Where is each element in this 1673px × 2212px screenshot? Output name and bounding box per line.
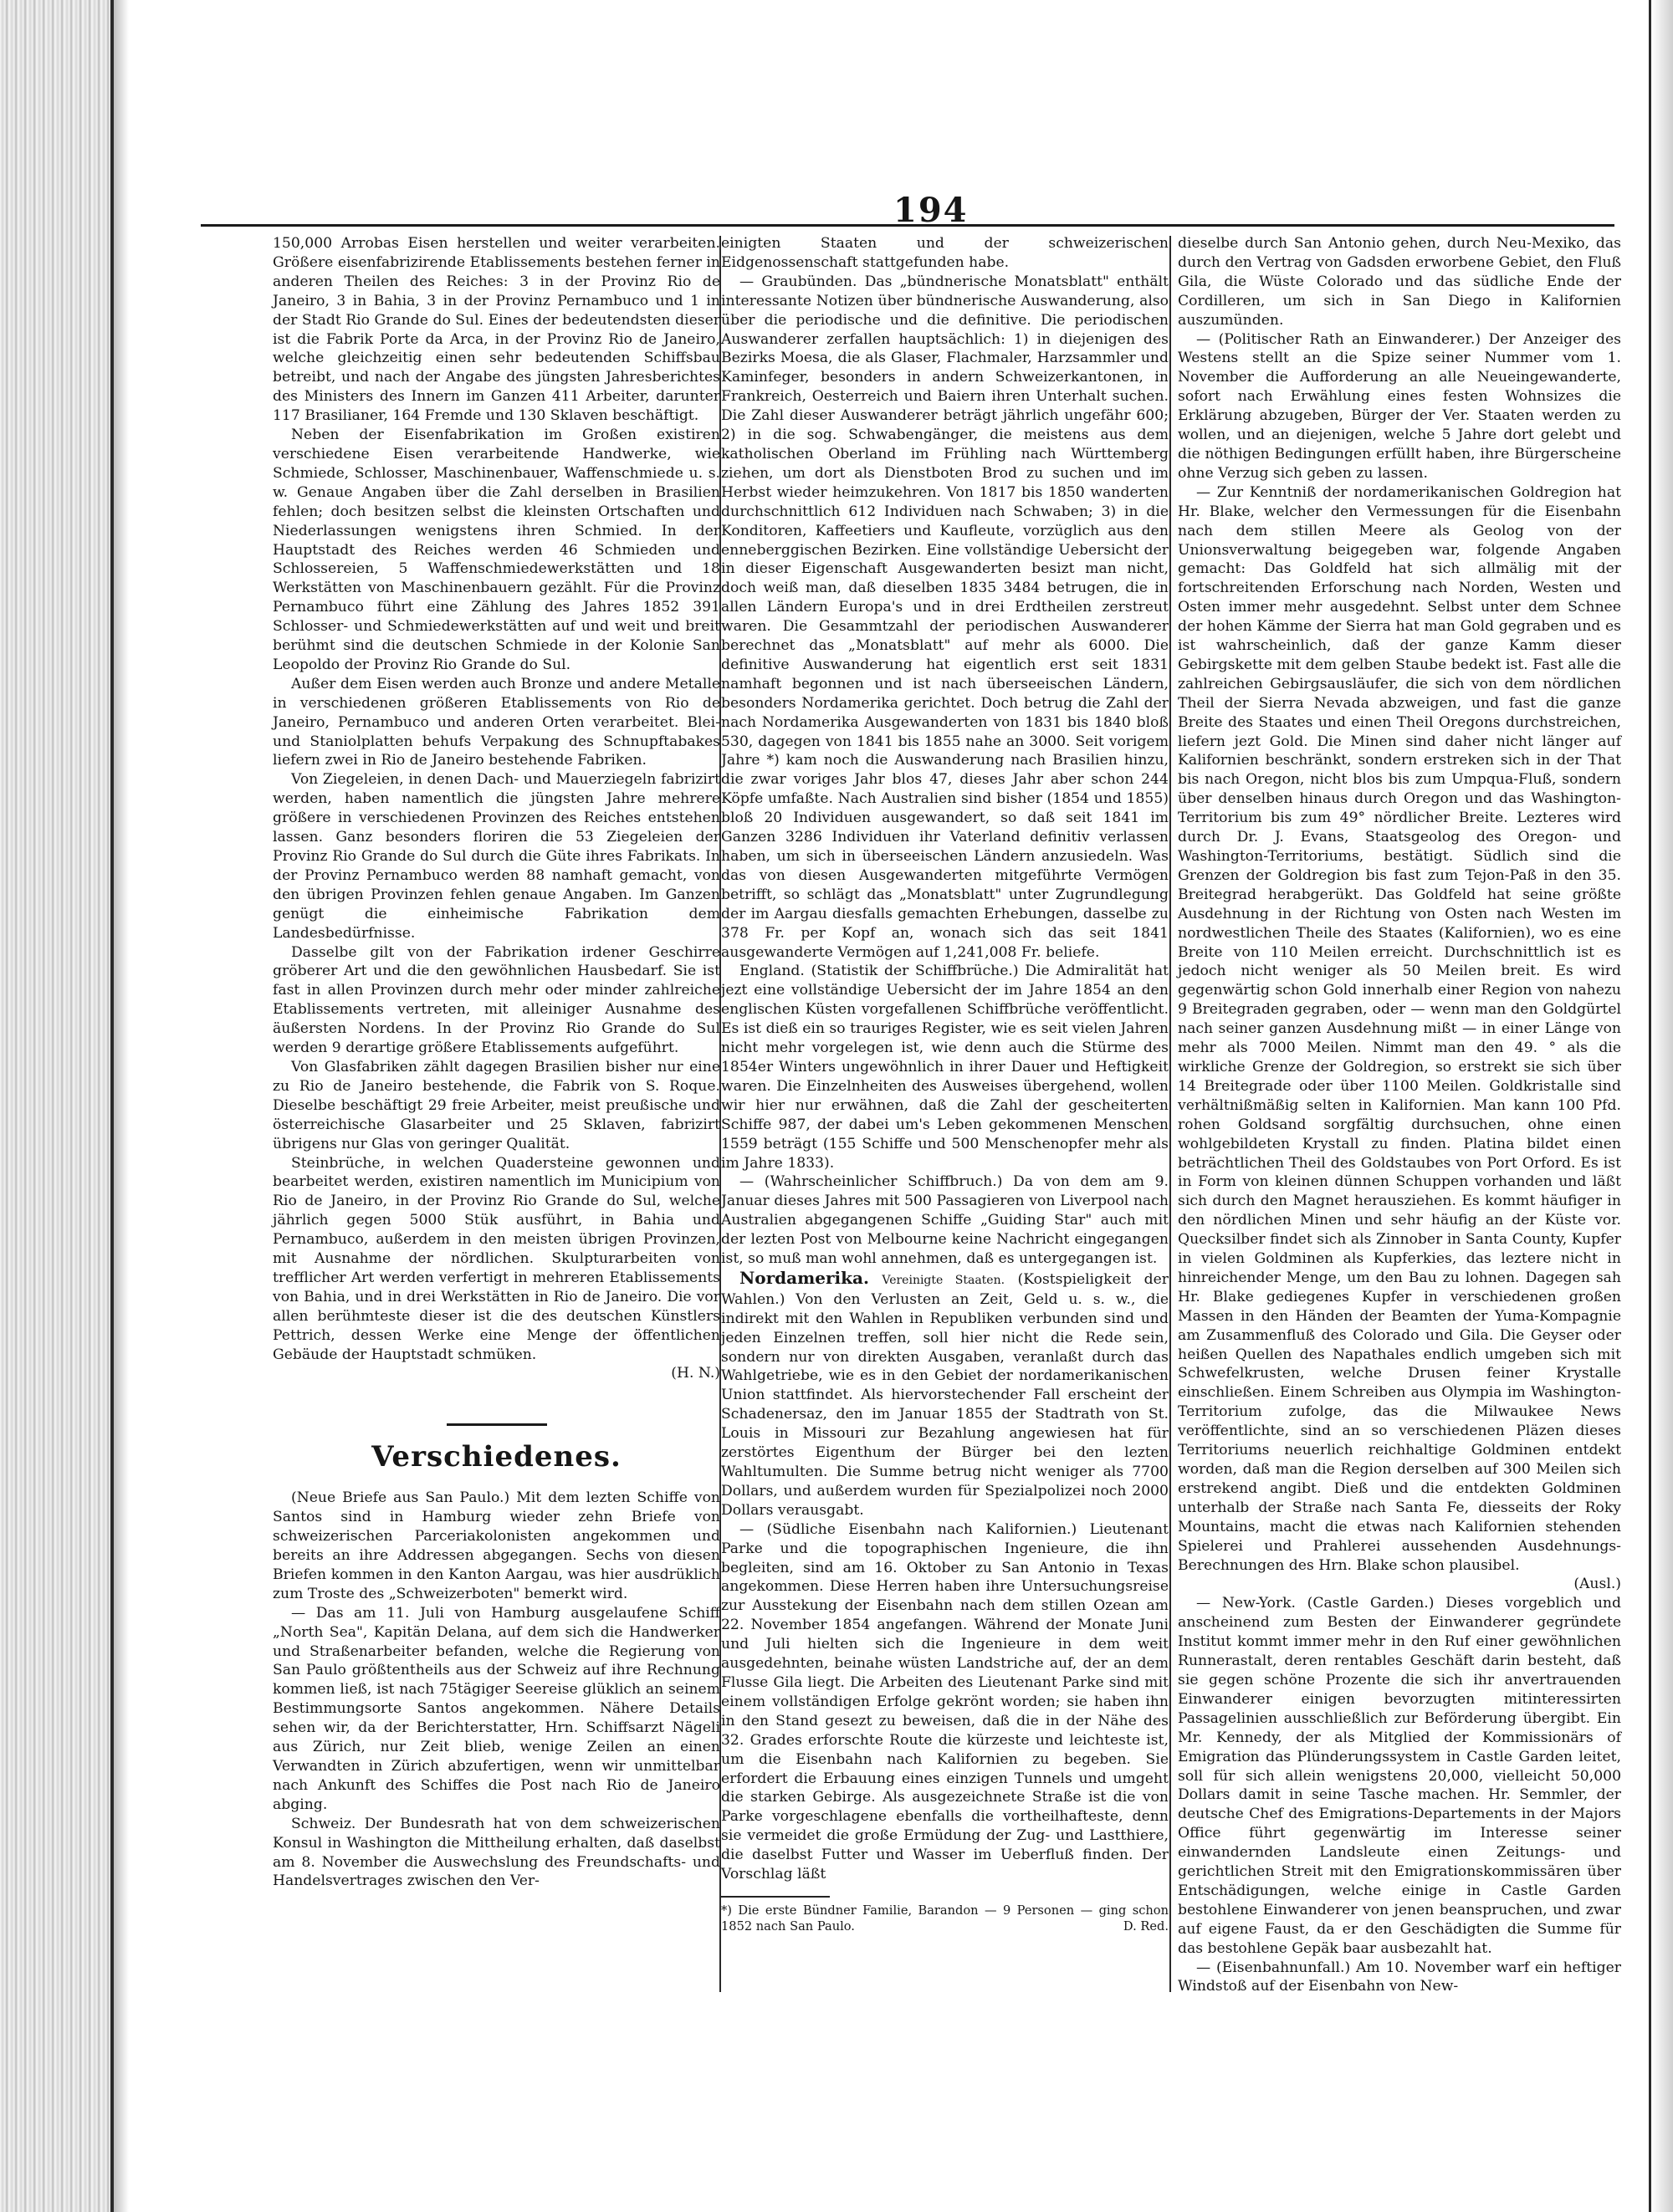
footnote-text: *) Die erste Bündner Familie, Barandon — 9 Personen — ging schon 1852 nach San Paulo. [721,1903,1169,1934]
nordamerika-text: (Kostspieligkeit der Wahlen.) Von den Verlusten an Zeit, Geld u. s. w., die indirekt mit den Wahlen in Republiken verbunden sind und jeden Einzelnen treffen, soll hier nicht die Rede sein, sondern nur von direkten Ausgaben, veranlaßt durch das Wahlgetriebe, wie es in den Gebiet der nordamerikanischen Union stattfindet. Als hiervorstechender Fall erscheint der Schadenersaz, den im Januar 1855 der Stadtrath von St. Louis in Missouri zur Bezahlung angewiesen hat für zerstörtes Eigenthum der Bürger bei den lezten Wahltumulten. Die Summe betrug nicht weniger als 7700 Dollars, und außerdem wurden für Spezialpolizei noch 2000 Dollars verausgabt. [721,1270,1169,1519]
column-rule-2 [1169,236,1171,1992]
footnote [721,1903,1169,1934]
footnote-rule [721,1896,830,1898]
paragraph: — (Politischer Rath an Einwanderer.) Der Anzeiger des Westens stellt an die Spize seiner Nummer vom 1. November die Aufforderung an alle Neueingewanderte, sofort nach Erwählung eines festen Wohnsizes die Erklärung abzugeben, Bürger der Ver. Staaten werden zu wollen, und an diejenigen, welche 5 Jahre dort gelebt und die nöthigen Bedingungen erfüllt haben, ihre Bürgerscheine ohne Verzug sich geben zu lassen. [1178,330,1621,482]
paragraph: — Graubünden. Das „bündnerische Monatsblatt" enthält interessante Notizen über bündnerische Auswanderung, also über die periodische und die definitive. Die periodischen Auswanderer zerfallen hauptsächlich: 1) in diejenigen des Bezirks Moesa, die als Glaser, Flachmaler, Harzsammler und Kaminfeger, besonders in andern Schweizerkantonen, in Frankreich, Oesterreich und Baiern ihren Unterhalt suchen. Die Zahl dieser Auswanderer beträgt jährlich ungefähr 600; 2) in die sog. Schwabengänger, die meistens aus dem katholischen Oberland im Frühling nach Württemberg ziehen, um dort als Dienstboten Brod zu suchen und im Herbst wieder heimzukehren. Von 1817 bis 1850 wanderten durchschnittlich 612 Individuen nach Schwaben; 3) in die Konditoren, Kaffeetiers und Kaufleute, vorzüglich aus den enneberggischen Bezirken. Eine vollständige Uebersicht der in dieser Eigenschaft Ausgewanderten besizt man nicht, doch weiß man, daß dieselben 1835 3484 betrugen, die in allen Ländern Europa's und in drei Erdtheilen zerstreut waren. Die Gesammtzahl der periodischen Auswanderer berechnet das „Monatsblatt" auf mehr als 6000. Die definitive Auswanderung hat eigentlich erst seit 1831 namhaft begonnen und ist nach überseeischen Ländern, besonders Nordamerika gerichtet. Doch betrug die Zahl der nach Nordamerika Ausgewanderten von 1831 bis 1840 bloß 530, dagegen von 1841 bis 1855 nahe an 3000. Seit vorigem Jahre *) kam noch die Auswanderung nach Brasilien hinzu, die zwar voriges Jahr blos 47, dieses Jahr aber schon 244 Köpfe umfaßte. Nach Australien sind bisher (1854 und 1855) bloß 20 Individuen ausgewandert, so daß seit 1841 im Ganzen 3286 Individuen ihr Vaterland definitiv verlassen haben, um sich in überseeischen Ländern anzusiedeln. Was das von diesen Ausgewanderten mitgeführte Vermögen betrifft, so schlägt das „Monatsblatt" unter Zugrundlegung der im Aargau diesfalls gemachten Erhebungen, dasselbe zu 378 Fr. per Kopf an, wonach sich das seit 1841 ausgewanderte Vermögen auf 1,241,008 Fr. beliefe. [721,273,1169,961]
paragraph: — New-York. (Castle Garden.) Dieses vorgeblich und anscheinend zum Besten der Einwanderer gegründete Institut kommt immer mehr in den Ruf einer gewöhnlichen Runnerastalt, deren rentables Geschäft darin besteht, daß sie gegen schöne Prozente die sich ihr anvertrauenden Einwanderer einigen bevorzugten mitinteressirten Passagelinien ausschließlich zur Beförderung übergibt. Ein Mr. Kennedy, der als Mitglied der Kommissionärs of Emigration das Plünderungssystem in Castle Garden leitet, soll für sich allein wenigstens 20,000, vielleicht 50,000 Dollars damit in seine Tasche machen. Hr. Semmler, der deutsche Chef des Emigrations-Departements in der Majors Office führt gegenwärtig im Interesse seiner einwandernden Landsleute einen Zeitungs- und gerichtlichen Streit mit den Emigrationskommissären über Entschädigungen, welche einige in Castle Garden bestohlene Einwanderer von jenen beanspruchen, und zwar auf eigene Faust, da er den Geschädigten die Summe für das bestohlene Gepäk baar ausbezahlt hat. [1178,1595,1621,1957]
paragraph: Steinbrüche, in welchen Quadersteine gewonnen und bearbeitet werden, existiren namentlich im Municipium von Rio de Janeiro, in der Provinz Rio Grande do Sul, welche jährlich gegen 5000 Stük ausführt, in Bahia und Pernambuco, außerdem in den meisten übrigen Provinzen, mit Ausnahme der nördlichen. Skulpturarbeiten von trefflicher Art werden verfertigt in mehreren Etablissements von Bahia, und in drei Werkstätten in Rio de Janeiro. Die vor allen berühmteste dieser ist die des deutschen Künstlers Pettrich, dessen Werke eine Menge der öffentlichen Gebäude der Hauptstadt schmüken. [273,1154,720,1363]
paragraph: 150,000 Arrobas Eisen herstellen und weiter verarbeiten. Größere eisenfabrizirende Etablissements bestehen ferner in anderen Theilen des Reiches: 3 in der Provinz Rio de Janeiro, 3 in Bahia, 3 in der Provinz Pernambuco und 1 in der Stadt Rio Grande do Sul. Eines der bedeutendsten dieser ist die Fabrik Porte da Arca, in der Provinz Rio de Janeiro, welche gleichzeitig einen sehr bedeutenden Schiffsbau betreibt, und nach der Angabe des jüngsten Jahresberichtes des Ministers des Innern im Ganzen 411 Arbeiter, darunter 117 Brasilianer, 164 Fremde und 130 Sklaven beschäftigt. [273,235,720,425]
paragraph: dieselbe durch San Antonio gehen, durch Neu-Mexiko, das durch den Vertrag von Gadsden erworbene Gebiet, den Fluß Gila, die Wüste Colorado und das südliche Ende der Cordilleren, um sich in San Diego in Kalifornien auszumünden. [1178,235,1621,329]
paragraph: Dasselbe gilt von der Fabrikation irdener Geschirre gröberer Art und die den gewöhnlichen Hausbedarf. Sie ist fast in allen Provinzen durch mehr oder minder zahlreiche Etablissements vertreten, mit alleiniger Ausnahme des äußersten Nordens. In der Provinz Rio Grande do Sul werden 9 derartige größere Etablissements aufgeführt. [273,943,720,1057]
column-3 [1178,234,1621,1996]
column-1 [273,234,720,1891]
header-rule [201,224,1614,227]
nordamerika-heading: Nordamerika. [739,1267,869,1288]
gutter-shadow [114,0,129,2212]
paragraph: — (Eisenbahnunfall.) Am 10. November warf ein heftiger Windstoß auf der Eisenbahn von New- [1178,1959,1621,1995]
page-right-edge [1649,0,1673,2212]
book-binding-edge [0,0,114,2212]
paragraph: — Das am 11. Juli von Hamburg ausgelaufene Schiff „North Sea", Kapitän Delana, auf dem sich die Handwerker und Straßenarbeiter befanden, welche die Regierung von San Paulo größtentheils aus der Schweiz auf ihre Rechnung kommen ließ, ist nach 75tägiger Seereise glüklich an seinem Bestimmungsorte Santos angekommen. Nähere Details sehen wir, da der Berichterstatter, Hrn. Schiffsarzt Nägeli aus Zürich, nur Zeit blieb, wenige Zeilen an einen Verwandten in Zürich abzufertigen, wenn wir unmittelbar nach Ankunft des Schiffes die Post nach Rio de Janeiro abging. [273,1604,720,1813]
paragraph: Außer dem Eisen werden auch Bronze und andere Metalle in verschiedenen größeren Etablissements von Rio de Janeiro, Pernambuco und anderen Orten verarbeitet. Blei- und Staniolplatten behufs Verpakung des Schnupftabakes liefern zwei in Rio de Janeiro bestehende Fabriken. [273,675,720,769]
nordamerika-subheading: Vereinigte Staaten. [882,1273,1005,1287]
paragraph: England. (Statistik der Schiffbrüche.) Die Admiralität hat jezt eine vollständige Uebersicht der im Jahre 1854 an den englischen Küsten vorgefallenen Schiffbrüche veröffentlicht. Es ist dieß ein so trauriges Register, wie es seit vielen Jahren nicht mehr vorgelegen ist, wie denn auch die Stürme des 1854er Winters ungewöhnlich in ihrer Dauer und Heftigkeit waren. Die Einzelnheiten des Ausweises übergehend, wollen wir hier nur erwähnen, daß die Zahl der gescheiterten Schiffe 987, der dabei um's Leben gekommenen Menschen 1559 beträgt (155 Schiffe und 500 Menschenopfer mehr als im Jahre 1833). [721,963,1169,1172]
signature-text: (H. N.) [671,1365,720,1382]
column-2 [721,234,1169,1934]
paragraph: Von Ziegeleien, in denen Dach- und Mauerziegeln fabrizirt werden, haben namentlich die jüngsten Jahre mehrere größere in verschiedenen Provinzen des Reiches entstehen lassen. Ganz besonders floriren die 53 Ziegeleien der Provinz Rio Grande do Sul durch die Güte ihres Fabrikats. In der Provinz Pernambuco werden 88 namhaft gemacht, von den übrigen Provinzen fehlen genaue Angaben. Im Ganzen genügt die einheimische Fabrikation dem Landesbedürfnisse. [273,771,720,942]
article-signature [1178,1575,1621,1594]
paragraph: Schweiz. Der Bundesrath hat von dem schweizerischen Konsul in Washington die Mittheilung erhalten, daß daselbst am 8. November die Auswechslung des Freundschafts- und Handelsvertrages zwischen den Ver- [273,1815,720,1890]
paragraph: Von Glasfabriken zählt dagegen Brasilien bisher nur eine zu Rio de Janeiro bestehende, die Fabrik von S. Roque. Dieselbe beschäftigt 29 freie Arbeiter, meist preußische und österreichische Glasarbeiter und 25 Sklaven, fabrizirt übrigens nur Glas von geringer Qualität. [273,1058,720,1152]
paragraph: (Neue Briefe aus San Paulo.) Mit dem lezten Schiffe von Santos sind in Hamburg wieder zehn Briefe von schweizerischen Parceriakolonisten angekommen und bereits an ihre Addressen abgegangen. Sechs von diesen Briefen kommen in den Kanton Aargau, was hier ausdrüklich zum Troste des „Schweizerboten" bemerkt wird. [273,1489,720,1602]
paragraph: einigten Staaten und der schweizerischen Eidgenossenschaft stattgefunden habe. [721,235,1169,271]
footnote-signature: D. Red. [1123,1918,1169,1934]
section-rule [447,1423,547,1426]
paragraph: Neben der Eisenfabrikation im Großen existiren verschiedene Eisen verarbeitende Handwerke, wie Schmiede, Schlosser, Maschinenbauer, Waffenschmiede u. s. w. Genaue Angaben über die Zahl derselben in Brasilien fehlen; doch besitzen selbst die kleinsten Ortschaften und Niederlassungen wenigstens ihren Schmied. In der Hauptstadt des Reiches werden 46 Schmieden und Schlossereien, 5 Waffenschmiedewerkstätten und 18 Werkstätten von Maschinenbauern gezählt. Für die Provinz Pernambuco führt eine Zählung des Jahres 1852 391 Schlosser- und Schmiedewerkstätten auf und weit und breit berühmt sind die deutschen Schmiede in der Kolonie San Leopoldo der Provinz Rio Grande do Sul. [273,427,720,673]
nordamerika-paragraph [721,1269,1169,1520]
signature-text: (Ausl.) [1573,1576,1621,1593]
article-signature [273,1364,720,1383]
section-heading: Verschiedenes. [371,1440,622,1474]
page-number: 194 [893,191,969,230]
paragraph: — Zur Kenntniß der nordamerikanischen Goldregion hat Hr. Blake, welcher den Vermessungen für die Eisenbahn nach dem stillen Meere als Geolog von der Unionsverwaltung beigegeben war, folgende Angaben gemacht: Das Goldfeld hat sich allmälig mit der fortschreitenden Erforschung nach Norden, Westen und Osten immer mehr ausgedehnt. Selbst unter dem Schnee der hohen Kämme der Sierra hat man Gold gegraben und es ist wahrscheinlich, daß der ganze Kamm dieser Gebirgskette mit dem gelben Staube bedekt ist. Fast alle die zahlreichen Gebirgsausläufer, die sich von dem nördlichen Theil der Sierra Nevada abzweigen, und fast die ganze Breite des Staates und einen Theil Oregons durchstreichen, liefern jezt Gold. Die Minen sind daher nicht länger auf Kalifornien beschränkt, sondern erstreken sich in der That bis nach Oregon, nicht blos bis zum Umpqua-Fluß, sondern über denselben hinaus durch Oregon und das Washington-Territorium bis zum 49° nördlicher Breite. Lezteres wird durch Dr. J. Evans, Staatsgeolog des Oregon- und Washington-Territoriums, bestätigt. Südlich sind die Grenzen der Goldregion bis fast zum Tejon-Paß in den 35. Breitegrad herabgerükt. Das Goldfeld hat seine größte Ausdehnung in der Richtung von Osten nach Westen im nordwestlichen Theile des Staates (Kalifornien), wo es eine Breite von 110 Meilen erreicht. Durchschnittlich ist es jedoch nicht weniger als 50 Meilen breit. Es wird gegenwärtig schon Gold innerhalb einer Region von nahezu 9 Breitegraden gegraben, oder — wenn man den Goldgürtel nach seiner ganzen Ausdehnung mißt — in einer Länge von mehr als 7000 Meilen. Nimmt man den 49. ° als die wirkliche Grenze der Goldregion, so erstrekt sie sich über 14 Breitegrade oder über 1100 Meilen. Goldkristalle sind verhältnißmäßig selten in Kalifornien. Man kann 100 Pfd. rohen Goldsand sorgfältig durchsuchen, ohne einen wohlgebildeten Krystall zu finden. Platina bildet einen beträchtlichen Theil des Goldstaubes von Port Orford. Es ist in Form von kleinen dünnen Schuppen vorhanden und läßt sich durch den Magnet herausziehen. Es kommt häufiger in den nördlichen Minen und sehr häufig an der Küste vor. Quecksilber findet sich als Zinnober in Santa County, Kupfer in vielen Goldminen als Kupferkies, das leztere nicht in hinreichender Menge, um den Bau zu lohnen. Dagegen sah Hr. Blake gediegenes Kupfer in verschiedenen großen Massen in den Händen der Beamten der Yuma-Kompagnie am Zusammenfluß des Colorado und Gila. Die Geyser oder heißen Quellen des Napathales endlich umgeben sich mit Schwefelkrusten, welche Drusen feiner Krystalle einschließen. Einem Schreiben aus Olympia im Washington-Territorium zufolge, das die Milwaukee News veröffentlichte, sind an so verschiedenen Pläzen dieses Territoriums neuerlich reichhaltige Goldminen entdekt worden, daß man die Region derselben auf 300 Meilen sich erstrekend angibt. Dieß und die entdekten Goldminen unterhalb der Straße nach Santa Fe, diesseits der Roky Mountains, macht die etwas nach Kalifornien stehenden Spielerei und Prahlerei aussehenden Ausdehnungs-Berechnungen des Hrn. Blake schon plausibel. [1178,483,1621,1574]
paragraph: — (Südliche Eisenbahn nach Kalifornien.) Lieutenant Parke und die topographischen Ingenieure, die ihn begleiten, sind am 16. Oktober zu San Antonio in Texas angekommen. Diese Herren haben ihre Untersuchungsreise zur Ausstekung der Eisenbahn nach dem stillen Ozean am 22. November 1854 angefangen. Während der Monate Juni und Juli hielten sich die Ingenieure in dem weit ausgedehnten, beinahe wüsten Landstriche auf, der an dem Flusse Gila liegt. Die Arbeiten des Lieutenant Parke sind mit einem vollständigen Erfolge gekrönt worden; sie haben ihn in den Stand gesezt zu beweisen, daß die in der Nähe des 32. Grades erforschte Route die kürzeste und leichteste ist, um die Eisenbahn nach Kalifornien zu begeben. Sie erfordert die Erbauung eines einzigen Tunnels und umgeht die starken Gebirge. Als ausgezeichnete Straße ist die von Parke vorgeschlagene ebenfalls die vortheilhafteste, denn sie vermeidet die große Ermüdung der Zug- und Lastthiere, die daselbst Futter und Wasser im Ueberfluß finden. Der Vorschlag läßt [721,1520,1169,1883]
paragraph: — (Wahrscheinlicher Schiffbruch.) Da von dem am 9. Januar dieses Jahres mit 500 Passagieren von Liverpool nach Australien abgegangenen Schiffe „Guiding Star" auch mit der lezten Post von Melbourne keine Nachricht eingegangen ist, so muß man wohl annehmen, daß es untergegangen ist. [721,1173,1169,1268]
